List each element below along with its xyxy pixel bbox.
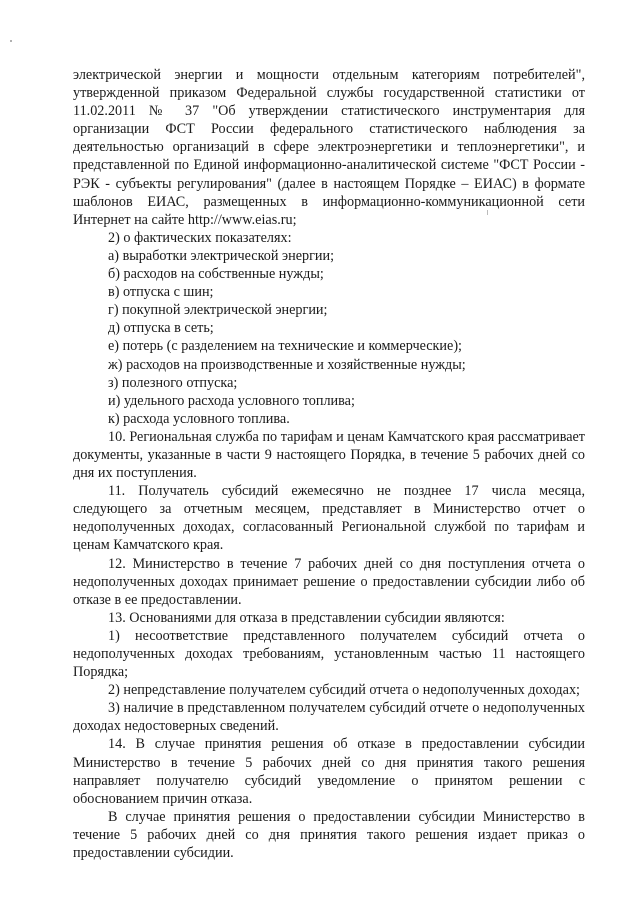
list-item: ж) расходов на производственные и хозяйственные нужды; (108, 356, 466, 373)
list-item: к) расхода условного топлива. (108, 410, 290, 427)
paragraph-13-1: 1) несоответствие представленного получателем субсидий отчета о недополученных доходах требованиям, установленным частью 11 настоящего Порядка; (73, 627, 585, 681)
paragraph-continuation: электрической энергии и мощности отдельным категориям потребителей", утвержденной приказом Федеральной службы государственной статистики от 11.02.2011 № 37 "Об утверждении статистического инструментария для организации ФСТ России федерального статистического наблюдения за деятельностью организаций в сфере электроэнергетики и теплоэнергетики", и представленной по Единой информационно-аналитической системе "ФСТ России - РЭК - субъекты регулирования" (далее в настоящем Порядке – ЕИАС) в формате шаблонов ЕИАС, размещенных в информационно-коммуникационной сети Интернет на сайте http://www.eias.ru; (73, 67, 585, 228)
list-item: е) потерь (с разделением на технические и коммерческие); (108, 338, 462, 355)
paragraph-15: В случае принятия решения о предоставлении субсидии Министерство в течение 5 рабочих дней со дня принятия такого решения издает приказ о предоставлении субсидии. (73, 808, 585, 862)
paragraph-actual-indicators: 2) о фактических показателях: (108, 229, 292, 246)
paragraph-14: 14. В случае принятия решения об отказе в предоставлении субсидии Министерство в течение 5 рабочих дней со дня принятия такого решения направляет получателю субсидий уведомление о принятом решении с обоснованием причин отказа. (73, 736, 585, 807)
list-item: з) полезного отпуска; (108, 374, 238, 391)
list-item: в) отпуска с шин; (108, 284, 214, 301)
paragraph-13-2: 2) непредставление получателем субсидий отчета о недополученных доходах; (108, 682, 580, 699)
paragraph-10: 10. Региональная служба по тарифам и ценам Камчатского края рассматривает документы, указанные в части 9 настоящего Порядка, в течение 5 рабочих дней со дня их поступления. (73, 428, 585, 482)
list-item: а) выработки электрической энергии; (108, 247, 335, 264)
list-item: д) отпуска в сеть; (108, 320, 214, 337)
scan-speck (10, 40, 12, 42)
paragraph-12: 12. Министерство в течение 7 рабочих дней со дня поступления отчета о недополученных доходах принимает решение о предоставлении субсидии либо об отказе в ее предоставлении. (73, 555, 585, 608)
list-item: и) удельного расхода условного топлива; (108, 392, 355, 409)
paragraph-11: 11. Получатель субсидий ежемесячно не позднее 17 числа месяца, следующего за отчетным месяцем, представляет в Министерство отчет о недополученных доходах, согласованный Региональной службой по тарифам и ценам Камчатского края. (73, 483, 585, 554)
list-item: г) покупной электрической энергии; (108, 302, 328, 319)
paragraph-13-3: 3) наличие в представленном получателем субсидий отчете о недополученных доходах недостоверных сведений. (73, 700, 585, 735)
list-item: б) расходов на собственные нужды; (108, 266, 324, 283)
paragraph-13: 13. Основаниями для отказа в представлении субсидии являются: (108, 609, 505, 626)
document-page (73, 66, 585, 862)
